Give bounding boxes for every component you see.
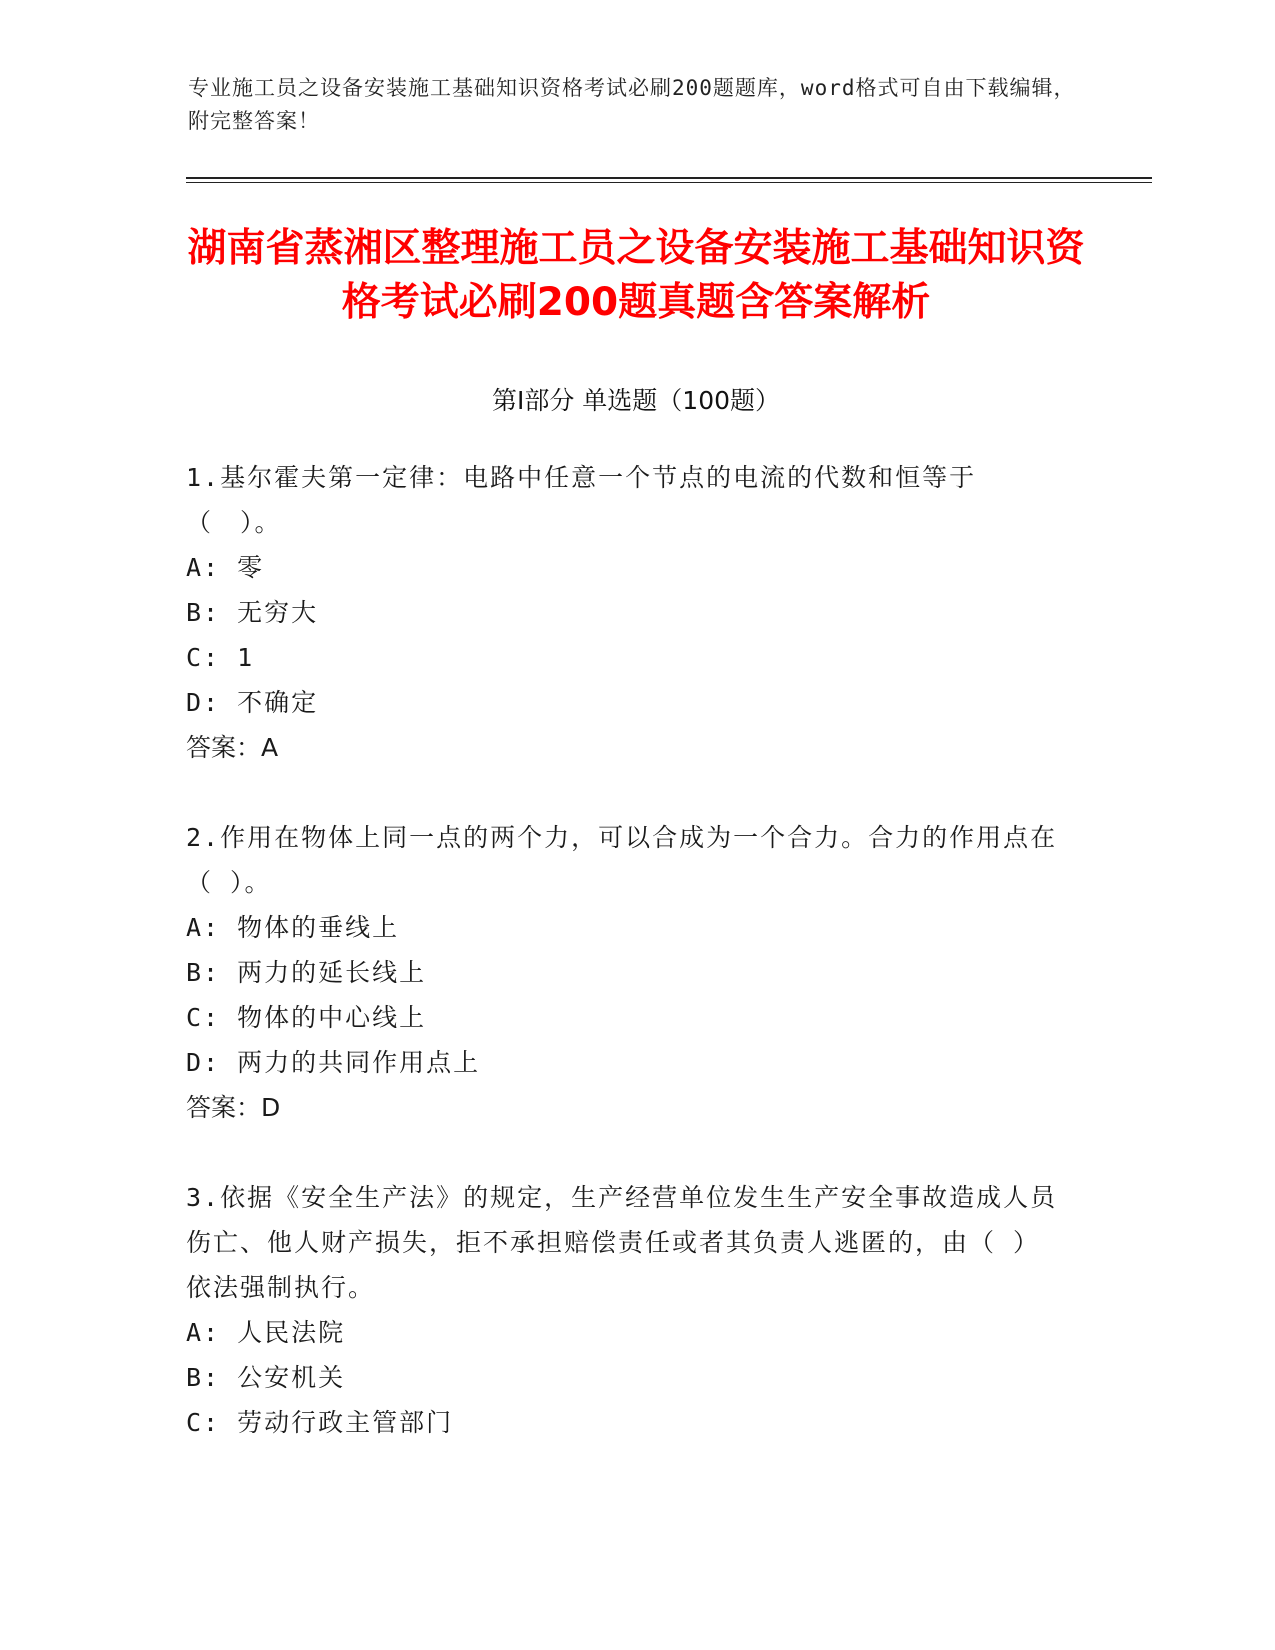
option-b: B: 两力的延长线上 xyxy=(186,958,427,987)
answer-label: 答案：D xyxy=(186,1093,281,1122)
option-c: C: 物体的中心线上 xyxy=(186,1003,427,1032)
option-a: A: 物体的垂线上 xyxy=(186,913,400,942)
question-stem: 2.作用在物体上同一点的两个力，可以合成为一个合力。合力的作用点在（ ）。 xyxy=(186,823,1058,897)
option-b: B: 公安机关 xyxy=(186,1363,346,1392)
document-title: 湖南省蒸湘区整理施工员之设备安装施工基础知识资格考试必刷200题真题含答案解析 xyxy=(187,226,1085,325)
question-2 xyxy=(186,815,1066,1130)
option-a: A: 人民法院 xyxy=(186,1318,346,1347)
question-stem: 1.基尔霍夫第一定律：电路中任意一个节点的电流的代数和恒等于（ ）。 xyxy=(186,463,977,537)
question-3 xyxy=(186,1175,1066,1445)
option-c: C: 劳动行政主管部门 xyxy=(186,1408,454,1437)
question-stem: 3.依据《安全生产法》的规定，生产经营单位发生生产安全事故造成人员伤亡、他人财产损失，拒不承担赔偿责任或者其负责人逃匿的，由（ ）依法强制执行。 xyxy=(186,1183,1058,1302)
question-1 xyxy=(186,455,1066,770)
header-divider-thick xyxy=(186,177,1152,179)
header-note: 专业施工员之设备安装施工基础知识资格考试必刷200题题库，word格式可自由下载编辑，附完整答案！ xyxy=(188,76,1076,133)
option-d: D: 两力的共同作用点上 xyxy=(186,1048,481,1077)
answer-label: 答案：A xyxy=(186,733,279,762)
option-d: D: 不确定 xyxy=(186,688,319,717)
option-b: B: 无穷大 xyxy=(186,598,319,627)
header-divider-thin xyxy=(186,182,1152,183)
section-heading: 第Ⅰ部分 单选题（100题） xyxy=(491,386,781,415)
option-a: A: 零 xyxy=(186,553,265,582)
option-c: C: 1 xyxy=(186,643,255,672)
